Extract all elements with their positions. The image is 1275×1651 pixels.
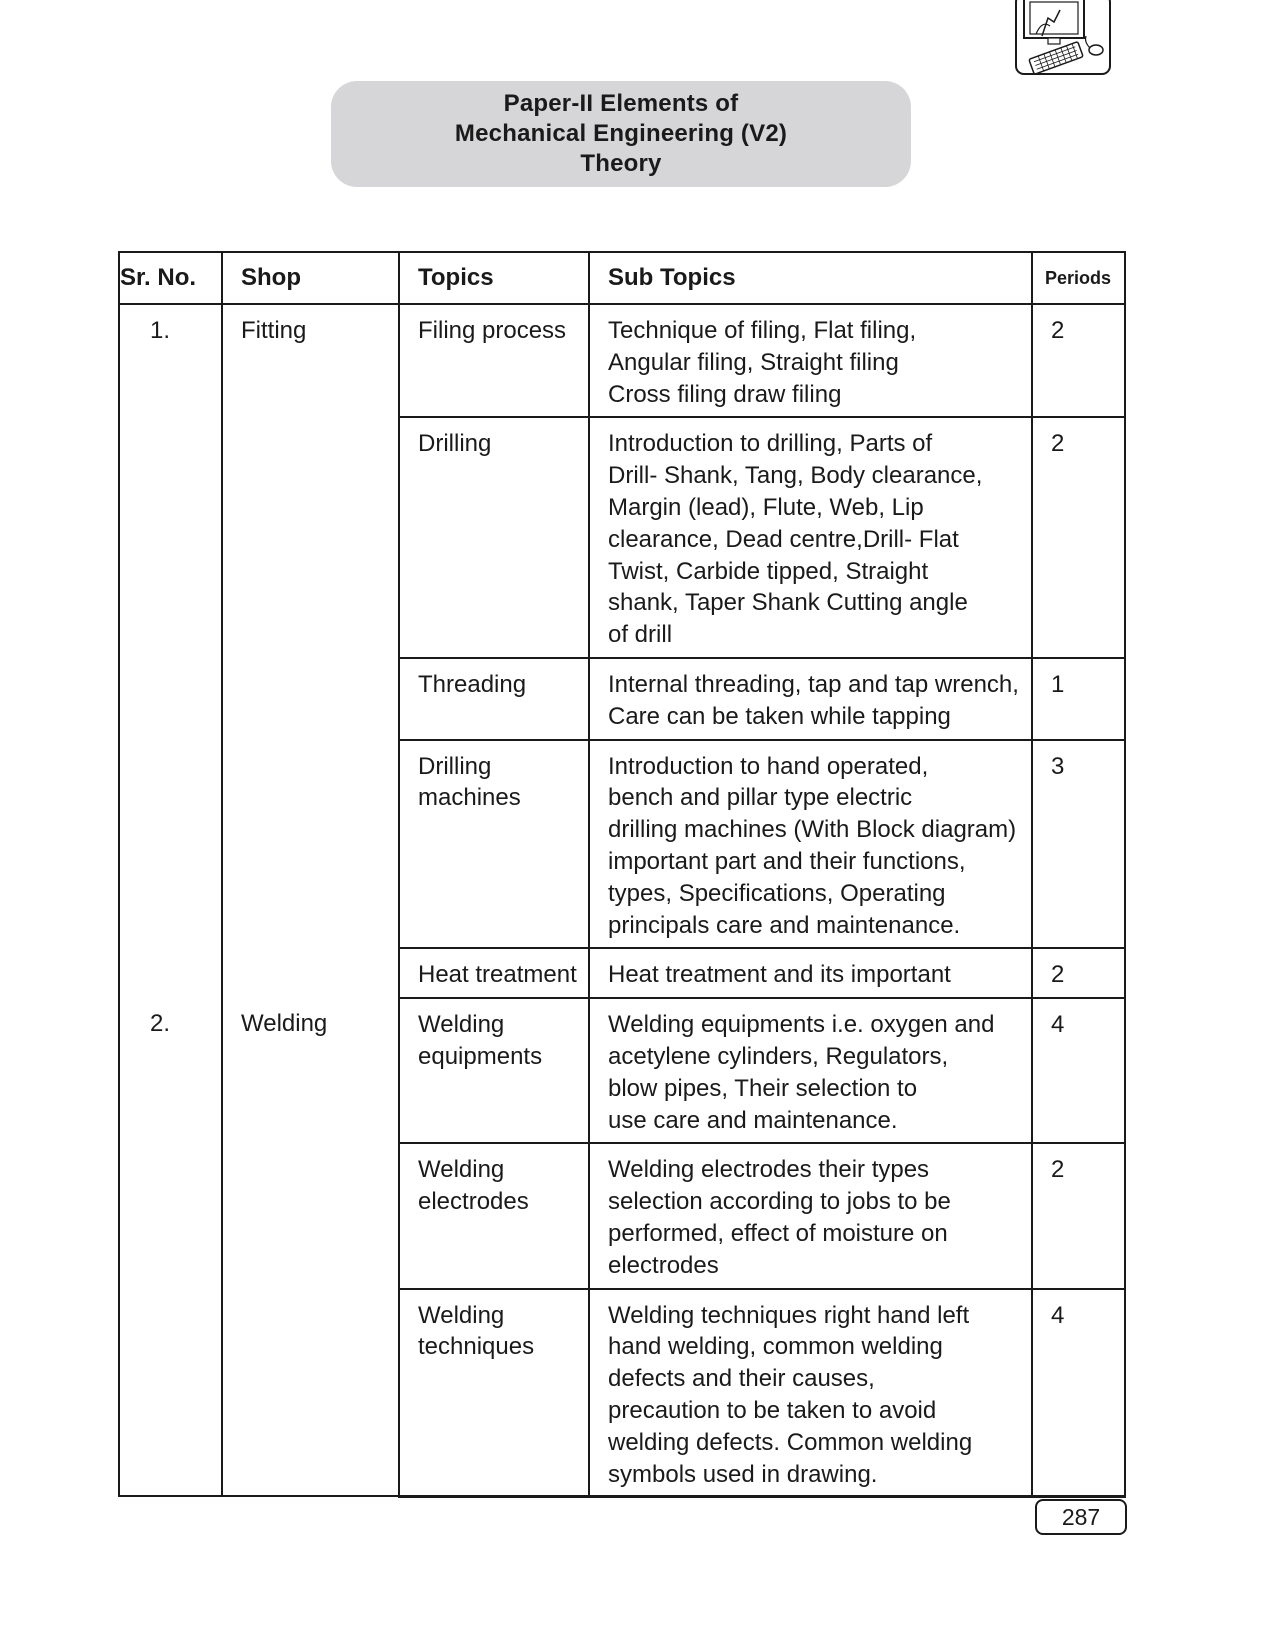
page-number: 287 bbox=[1035, 1499, 1127, 1535]
title-line-2: Mechanical Engineering (V2) bbox=[454, 120, 788, 147]
topic-cell bbox=[399, 417, 589, 658]
sub-topics-cell bbox=[589, 1143, 1032, 1288]
header-shop: Shop bbox=[222, 252, 399, 304]
sub-topics-cell bbox=[589, 998, 1032, 1143]
sub-topic-line: Welding techniques right hand left bbox=[608, 1301, 970, 1329]
periods-cell: 1 bbox=[1032, 658, 1125, 740]
sub-topic-line: shank, Taper Shank Cutting angle bbox=[608, 589, 968, 617]
shop-cell bbox=[222, 998, 399, 1497]
sub-topic-line: Internal threading, tap and tap wrench, bbox=[608, 670, 1019, 698]
sub-topic-line: blow pipes, Their selection to bbox=[608, 1074, 918, 1102]
topic-line: Drilling bbox=[418, 430, 492, 458]
sub-topic-line: selection according to jobs to be bbox=[608, 1188, 951, 1216]
periods-cell: 2 bbox=[1032, 948, 1125, 998]
topic-line: machines bbox=[418, 784, 521, 812]
sub-topics-cell bbox=[589, 948, 1032, 998]
topic-line: techniques bbox=[418, 1333, 535, 1361]
sub-topic-line: clearance, Dead centre,Drill- Flat bbox=[608, 525, 959, 553]
sub-topics-cell bbox=[589, 304, 1032, 417]
sr-no-cell bbox=[119, 998, 222, 1497]
topic-line: Drilling bbox=[418, 752, 492, 780]
table-row bbox=[119, 304, 1125, 417]
sub-topic-line: Care can be taken while tapping bbox=[608, 702, 951, 730]
sub-topic-line: principals care and maintenance. bbox=[608, 911, 961, 939]
periods-cell: 4 bbox=[1032, 998, 1125, 1143]
shop-cell bbox=[222, 304, 399, 998]
header-sub-topics: Sub Topics bbox=[589, 252, 1032, 304]
sr-no-value: 2. bbox=[150, 1010, 171, 1038]
sub-topics-cell bbox=[589, 740, 1032, 949]
header-topics: Topics bbox=[399, 252, 589, 304]
sub-topic-line: precaution to be taken to avoid bbox=[608, 1396, 937, 1424]
sub-topic-line: Cross filing draw filing bbox=[608, 380, 842, 408]
sub-topic-line: of drill bbox=[608, 621, 673, 649]
sub-topic-line: Introduction to hand operated, bbox=[608, 752, 929, 780]
header-periods: Periods bbox=[1032, 252, 1125, 304]
sub-topic-line: welding defects. Common welding bbox=[608, 1428, 973, 1456]
title-box bbox=[331, 81, 911, 187]
computer-user-icon bbox=[1014, 0, 1114, 78]
topic-line: Heat treatment bbox=[418, 961, 577, 989]
sub-topics-cell bbox=[589, 417, 1032, 658]
sub-topic-line: Introduction to drilling, Parts of bbox=[608, 430, 933, 458]
topic-line: equipments bbox=[418, 1042, 543, 1070]
topic-cell bbox=[399, 1143, 589, 1288]
topic-cell bbox=[399, 1289, 589, 1498]
topic-line: electrodes bbox=[418, 1188, 529, 1216]
footer-divider bbox=[118, 1495, 1125, 1497]
topic-cell bbox=[399, 658, 589, 740]
title-line-3: Theory bbox=[580, 150, 662, 177]
table-header-row bbox=[119, 252, 1125, 304]
sub-topic-line: electrodes bbox=[608, 1251, 719, 1279]
sub-topic-line: performed, effect of moisture on bbox=[608, 1219, 948, 1247]
sub-topic-line: Heat treatment and its important bbox=[608, 961, 951, 989]
syllabus-table bbox=[118, 251, 1126, 1498]
sub-topic-line: use care and maintenance. bbox=[608, 1106, 898, 1134]
sr-no-value: 1. bbox=[150, 317, 171, 344]
sub-topic-line: important part and their functions, bbox=[608, 847, 966, 875]
shop-value: Fitting bbox=[241, 317, 307, 344]
sr-no-cell bbox=[119, 304, 222, 998]
sub-topics-cell bbox=[589, 1289, 1032, 1498]
topic-line: Threading bbox=[418, 670, 527, 698]
periods-cell: 4 bbox=[1032, 1289, 1125, 1498]
sub-topic-line: bench and pillar type electric bbox=[608, 784, 913, 812]
topic-line: Welding bbox=[418, 1301, 505, 1329]
sub-topic-line: drilling machines (With Block diagram) bbox=[608, 816, 1017, 844]
topic-line: Welding bbox=[418, 1011, 505, 1039]
sub-topic-line: Welding electrodes their types bbox=[608, 1156, 930, 1184]
periods-cell: 2 bbox=[1032, 304, 1125, 417]
sub-topic-line: Angular filing, Straight filing bbox=[608, 348, 899, 376]
sub-topic-line: symbols used in drawing. bbox=[608, 1460, 878, 1488]
header-sr-no: Sr. No. bbox=[119, 252, 222, 304]
topic-cell bbox=[399, 740, 589, 949]
topic-cell bbox=[399, 304, 589, 417]
sub-topic-line: Welding equipments i.e. oxygen and bbox=[608, 1011, 995, 1039]
periods-cell: 2 bbox=[1032, 417, 1125, 658]
sub-topics-cell bbox=[589, 658, 1032, 740]
sub-topic-line: defects and their causes, bbox=[608, 1365, 875, 1393]
topic-cell bbox=[399, 998, 589, 1143]
topic-cell bbox=[399, 948, 589, 998]
sub-topic-line: Technique of filing, Flat filing, bbox=[608, 317, 917, 344]
periods-cell: 2 bbox=[1032, 1143, 1125, 1288]
sub-topic-line: Twist, Carbide tipped, Straight bbox=[608, 557, 929, 585]
sub-topic-line: acetylene cylinders, Regulators, bbox=[608, 1042, 949, 1070]
sub-topic-line: types, Specifications, Operating bbox=[608, 879, 946, 907]
title-line-1: Paper-II Elements of bbox=[503, 90, 739, 117]
topic-line: Filing process bbox=[418, 317, 567, 344]
periods-cell: 3 bbox=[1032, 740, 1125, 949]
sub-topic-line: hand welding, common welding bbox=[608, 1333, 943, 1361]
sub-topic-line: Drill- Shank, Tang, Body clearance, bbox=[608, 462, 983, 490]
sub-topic-line: Margin (lead), Flute, Web, Lip bbox=[608, 493, 924, 521]
table-row bbox=[119, 998, 1125, 1143]
topic-line: Welding bbox=[418, 1156, 505, 1184]
shop-value: Welding bbox=[241, 1010, 328, 1038]
